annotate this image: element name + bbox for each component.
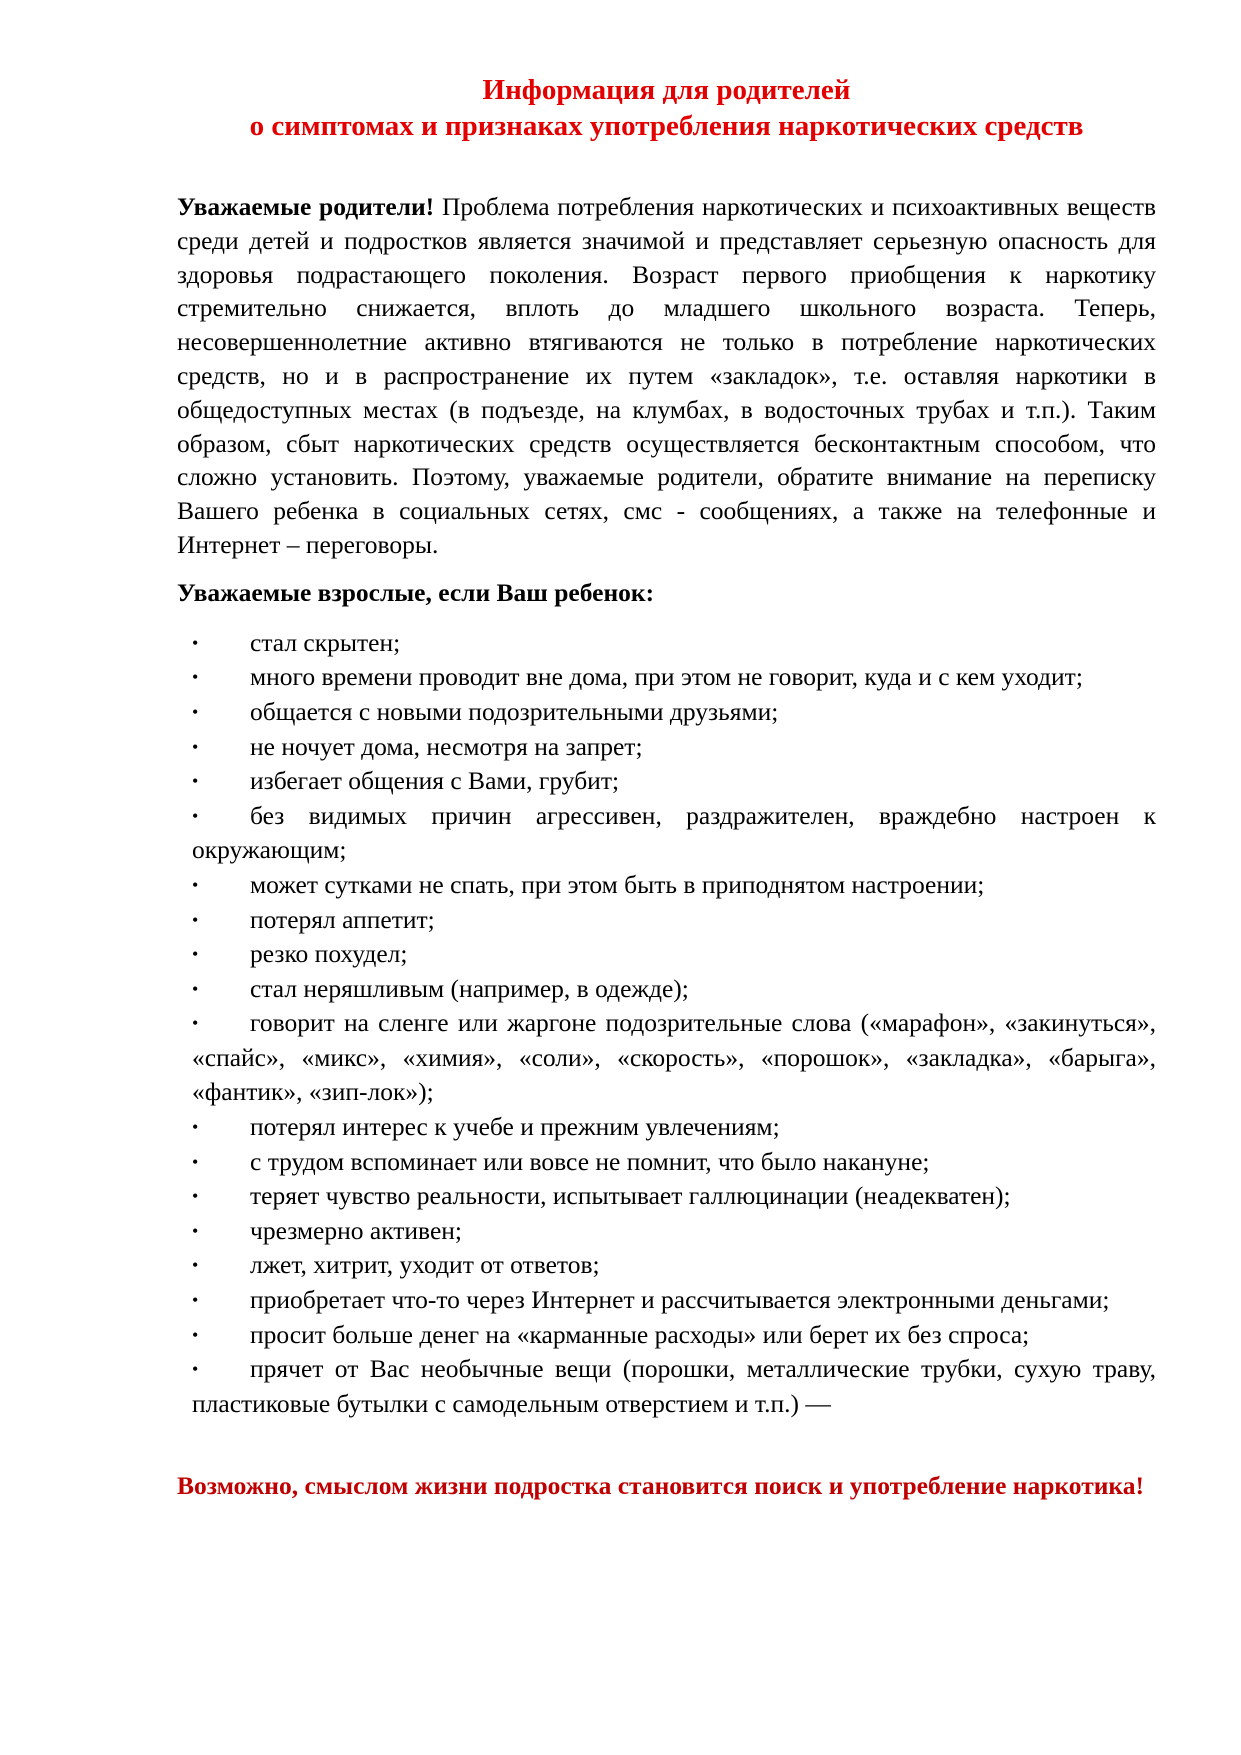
list-item-text: стал скрытен; <box>250 627 401 657</box>
signs-heading: Уважаемые взрослые, если Ваш ребенок: <box>177 577 655 607</box>
list-item-text: резко похудел; <box>250 939 408 969</box>
bullet-icon: • <box>192 667 199 688</box>
bullet-icon: • <box>192 632 199 653</box>
list-item <box>177 1179 1156 1214</box>
list-item <box>177 1110 1156 1145</box>
list-item-text: может сутками не спать, при этом быть в приподнятом настроении; <box>250 869 985 899</box>
list-item <box>177 730 1156 765</box>
list-item-text: теряет чувство реальности, испытывает галлюцинации (неадекватен); <box>250 1181 1011 1211</box>
list-item <box>177 1006 1156 1110</box>
list-item-text: прячет от Вас необычные вещи (порошки, металлические трубки, сухую траву, пластиковые бутылки с самодельным отверстием и т.п.) — <box>192 1354 1156 1418</box>
bullet-icon: • <box>192 1324 199 1345</box>
list-item-text: много времени проводит вне дома, при этом не говорит, куда и с кем уходит; <box>250 662 1083 692</box>
list-item-text: потерял аппетит; <box>250 904 435 934</box>
title-line-1: Информация для родителей <box>482 74 851 106</box>
list-item <box>177 903 1156 938</box>
list-item <box>177 1214 1156 1249</box>
list-item-text: чрезмерно активен; <box>250 1215 462 1245</box>
bullet-icon: • <box>192 1151 199 1172</box>
list-item-text: общается с новыми подозрительными друзьями; <box>250 696 779 726</box>
signs-list <box>177 626 1156 1422</box>
list-item <box>177 626 1156 661</box>
list-item <box>177 1318 1156 1353</box>
bullet-icon: • <box>192 1290 199 1311</box>
list-item-text: не ночует дома, несмотря на запрет; <box>250 731 643 761</box>
list-item-text: с трудом вспоминает или вовсе не помнит, что было накануне; <box>250 1146 930 1176</box>
list-item <box>177 937 1156 972</box>
bullet-icon: • <box>192 1359 199 1380</box>
list-item <box>177 695 1156 730</box>
intro-body: Проблема потребления наркотических и психоактивных веществ среди детей и подростков является значимой и представляет серьезную опасность для здоровья подрастающего поколения. Возраст первого приобщения к наркотику стремительно снижается, вплоть до младшего школьного возраста. Теперь, несовершеннолетние активно втягиваются не только в потребление наркотических средств, но и в распространение их путем «закладок», т.е. оставляя наркотики в общедоступных местах (в подъезде, на клумбах, в водосточных трубах и т.п.). Таким образом, сбыт наркотических средств осуществляется бесконтактным способом, что сложно установить. Поэтому, уважаемые родители, обратите внимание на переписку Вашего ребенка в социальных сетях, смс - сообщениях, а также на телефонные и Интернет – переговоры. <box>177 192 1157 559</box>
list-item-text: потерял интерес к учебе и прежним увлечениям; <box>250 1112 780 1142</box>
bullet-icon: • <box>192 701 199 722</box>
bullet-icon: • <box>192 1186 199 1207</box>
bullet-icon: • <box>192 978 199 999</box>
bullet-icon: • <box>192 944 199 965</box>
bullet-icon: • <box>192 1220 199 1241</box>
bullet-icon: • <box>192 736 199 757</box>
list-item-text: стал неряшливым (например, в одежде); <box>250 973 689 1003</box>
bullet-icon: • <box>192 909 199 930</box>
list-item-text: без видимых причин агрессивен, раздражителен, враждебно настроен к окружающим; <box>192 800 1156 865</box>
list-item <box>177 1248 1156 1283</box>
intro-paragraph <box>177 190 1156 562</box>
bullet-icon: • <box>192 1255 199 1276</box>
document-page <box>177 72 1156 1503</box>
list-item-text: лжет, хитрит, уходит от ответов; <box>250 1250 600 1280</box>
document-title <box>177 72 1156 144</box>
title-line-2: о симптомах и признаках употребления наркотических средств <box>249 110 1084 142</box>
list-item <box>177 1352 1156 1421</box>
list-item <box>177 1145 1156 1180</box>
bullet-icon: • <box>192 771 199 792</box>
bullet-icon: • <box>192 1013 199 1034</box>
list-item-text: просит больше денег на «карманные расходы» или берет их без спроса; <box>250 1319 1030 1349</box>
list-item <box>177 660 1156 695</box>
list-item <box>177 1283 1156 1318</box>
list-item <box>177 972 1156 1007</box>
list-item <box>177 764 1156 799</box>
intro-lead: Уважаемые родители! <box>177 192 435 221</box>
bullet-icon: • <box>192 805 199 826</box>
list-item-text: говорит на сленге или жаргоне подозрительные слова («марафон», «закинуться», «спайс», «микс», «химия», «соли», «скорость», «порошок», «закладка», «барыга», «фантик», «зип-лок»); <box>192 1008 1156 1107</box>
conclusion-warning: Возможно, смыслом жизни подростка становится поиск и употребление наркотика! <box>177 1471 1144 1501</box>
list-item-text: приобретает что-то через Интернет и рассчитывается электронными деньгами; <box>250 1285 1110 1315</box>
list-item-text: избегает общения с Вами, грубит; <box>250 766 620 796</box>
bullet-icon: • <box>192 1117 199 1138</box>
bullet-icon: • <box>192 874 199 895</box>
list-item <box>177 868 1156 903</box>
list-item <box>177 799 1156 868</box>
